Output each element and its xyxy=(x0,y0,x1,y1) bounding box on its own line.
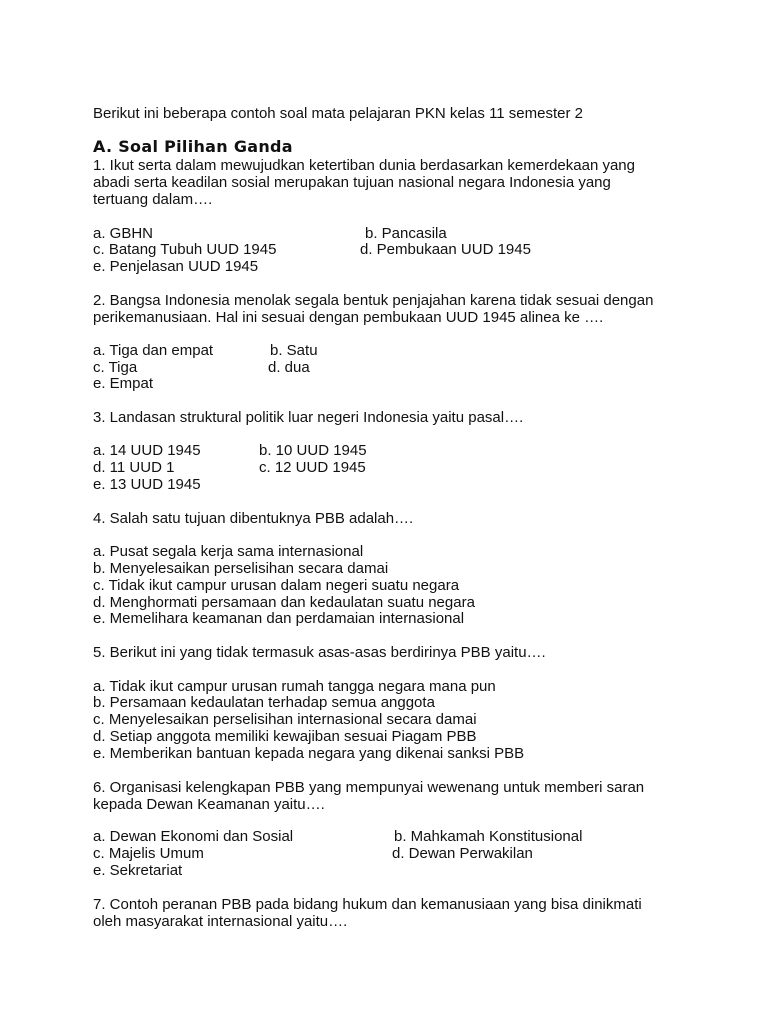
option-a: a. GBHN xyxy=(93,225,154,242)
question-line: kepada Dewan Keamanan yaitu…. xyxy=(93,796,325,813)
question-line: perikemanusiaan. Hal ini sesuai dengan pembukaan UUD 1945 alinea ke …. xyxy=(93,309,604,326)
option-c: c. Tiga xyxy=(93,359,138,376)
question-line: 7. Contoh peranan PBB pada bidang hukum dan kemanusiaan yang bisa dinikmati xyxy=(93,896,642,913)
question-4 xyxy=(93,510,693,527)
question-line: oleh masyarakat internasional yaitu…. xyxy=(93,913,348,930)
option-d: d. dua xyxy=(268,359,310,376)
question-line: abadi serta keadilan sosial merupakan tujuan nasional negara Indonesia yang xyxy=(93,174,611,191)
option-b: b. Satu xyxy=(270,342,318,359)
option-a: a. Dewan Ekonomi dan Sosial xyxy=(93,828,294,845)
question-3 xyxy=(93,409,693,426)
option-e: e. Empat xyxy=(93,375,154,392)
question-line: 4. Salah satu tujuan dibentuknya PBB adalah…. xyxy=(93,510,414,527)
option-d: d. 11 UUD 1 xyxy=(93,459,175,476)
option-b: b. Pancasila xyxy=(365,225,447,242)
question-line: 5. Berikut ini yang tidak termasuk asas-asas berdirinya PBB yaitu…. xyxy=(93,644,546,661)
question-7 xyxy=(93,896,693,930)
section-heading: A. Soal Pilihan Ganda xyxy=(93,137,293,156)
option-b: b. Menyelesaikan perselisihan secara damai xyxy=(93,560,389,577)
option-b: b. Mahkamah Konstitusional xyxy=(394,828,583,845)
question-line: 2. Bangsa Indonesia menolak segala bentuk penjajahan karena tidak sesuai dengan xyxy=(93,292,654,309)
option-d: d. Setiap anggota memiliki kewajiban sesuai Piagam PBB xyxy=(93,728,477,745)
option-a: a. Pusat segala kerja sama internasional xyxy=(93,543,364,560)
option-b: b. 10 UUD 1945 xyxy=(259,442,367,459)
option-a: a. Tidak ikut campur urusan rumah tangga negara mana pun xyxy=(93,678,496,695)
question-line: 1. Ikut serta dalam mewujudkan ketertiban dunia berdasarkan kemerdekaan yang xyxy=(93,157,635,174)
option-a: a. 14 UUD 1945 xyxy=(93,442,201,459)
question-line: 3. Landasan struktural politik luar negeri Indonesia yaitu pasal…. xyxy=(93,409,524,426)
option-b: b. Persamaan kedaulatan terhadap semua anggota xyxy=(93,694,435,711)
option-d: d. Pembukaan UUD 1945 xyxy=(360,241,531,258)
option-e: e. 13 UUD 1945 xyxy=(93,476,201,493)
option-c: c. 12 UUD 1945 xyxy=(259,459,366,476)
option-e: e. Memberikan bantuan kepada negara yang dikenai sanksi PBB xyxy=(93,745,525,762)
question-5 xyxy=(93,644,693,661)
question-line: 6. Organisasi kelengkapan PBB yang mempunyai wewenang untuk memberi saran xyxy=(93,779,645,796)
question-2 xyxy=(93,292,693,326)
question-line: tertuang dalam…. xyxy=(93,191,213,208)
option-c: c. Majelis Umum xyxy=(93,845,204,862)
option-a: a. Tiga dan empat xyxy=(93,342,214,359)
option-c: c. Tidak ikut campur urusan dalam negeri suatu negara xyxy=(93,577,460,594)
question-1 xyxy=(93,157,693,208)
option-e: e. Memelihara keamanan dan perdamaian internasional xyxy=(93,610,465,627)
question-6 xyxy=(93,779,693,813)
option-d: d. Menghormati persamaan dan kedaulatan suatu negara xyxy=(93,594,475,611)
option-c: c. Batang Tubuh UUD 1945 xyxy=(93,241,277,258)
intro-text: Berikut ini beberapa contoh soal mata pelajaran PKN kelas 11 semester 2 xyxy=(93,105,583,122)
option-d: d. Dewan Perwakilan xyxy=(392,845,533,862)
option-c: c. Menyelesaikan perselisihan internasional secara damai xyxy=(93,711,477,728)
option-e: e. Sekretariat xyxy=(93,862,183,879)
option-e: e. Penjelasan UUD 1945 xyxy=(93,258,259,275)
